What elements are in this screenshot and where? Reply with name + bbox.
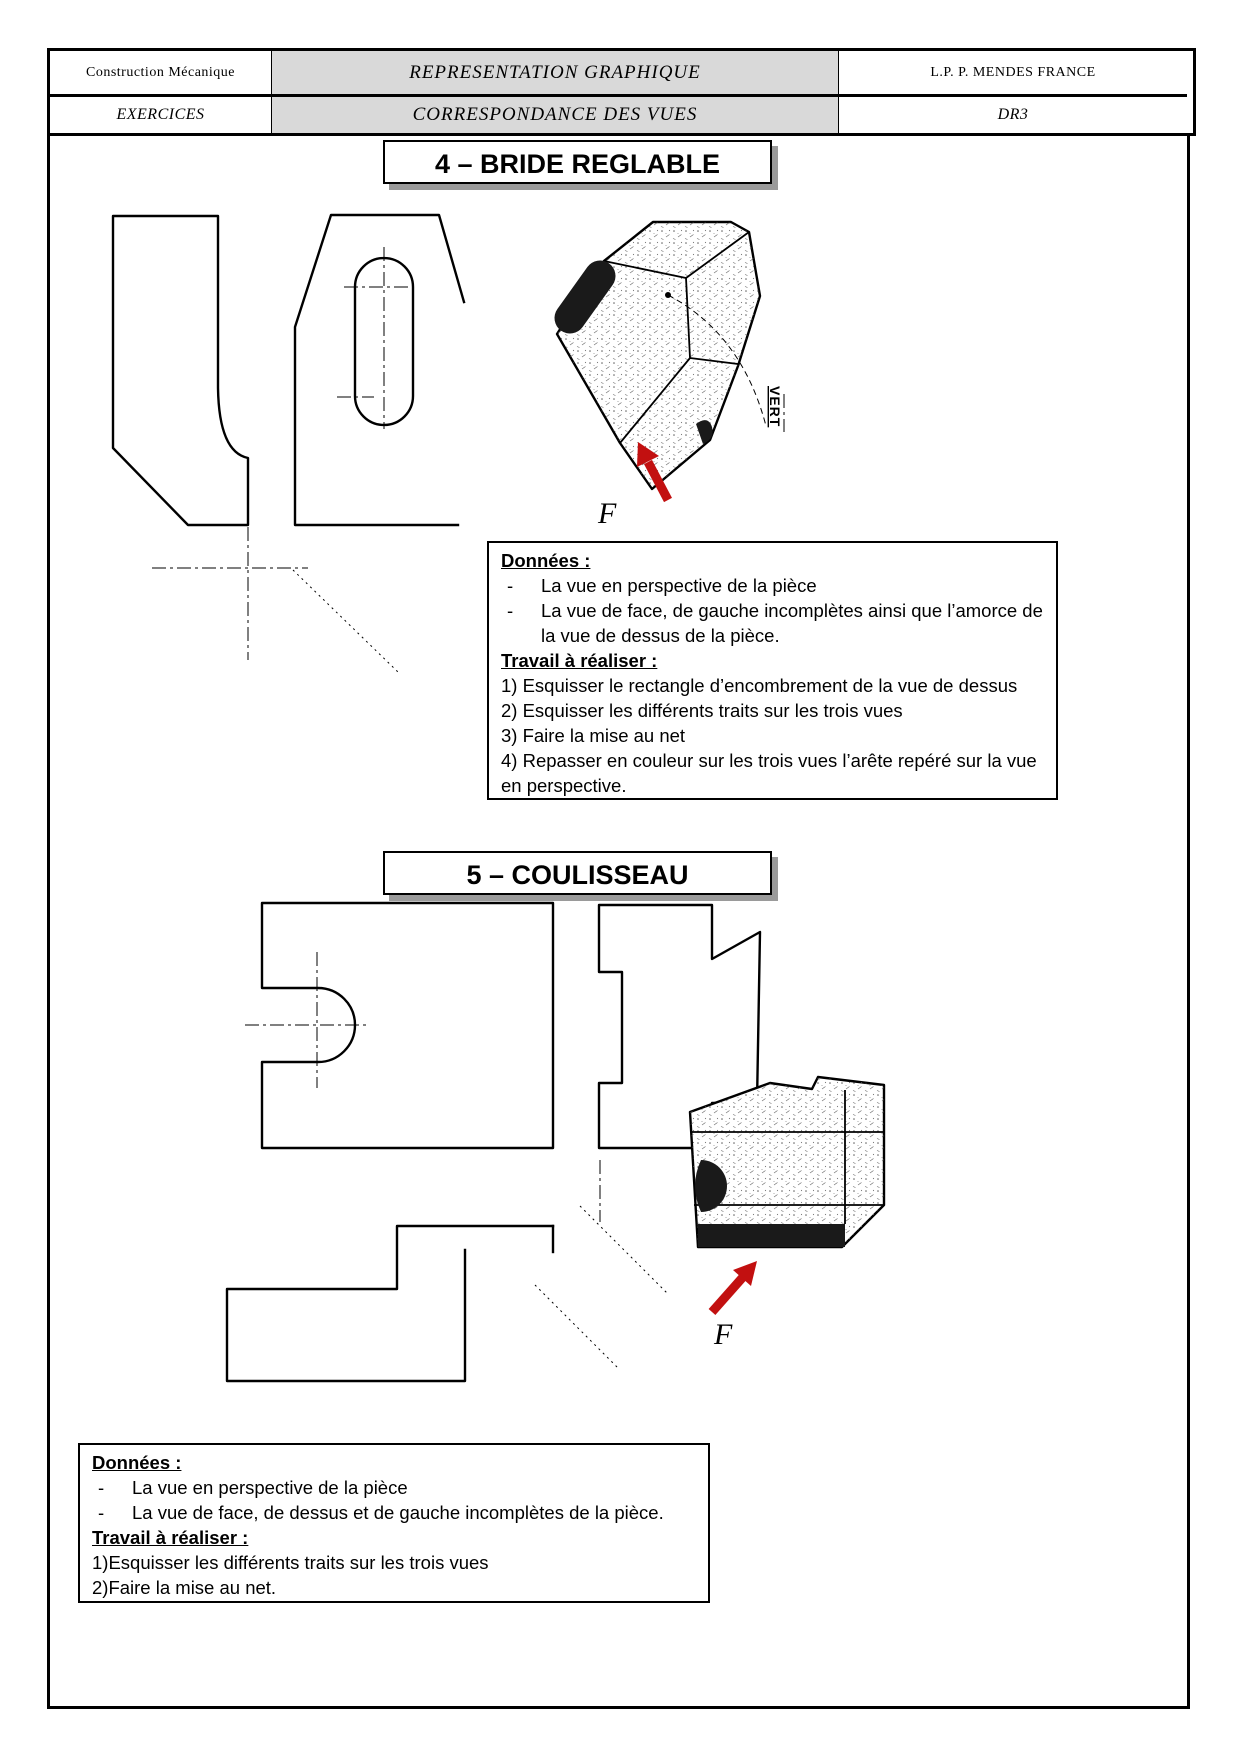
task-line: 4) Repasser en couleur sur les trois vues l’arête repéré sur la vue en perspective. xyxy=(501,750,1037,796)
header-course-title: REPRESENTATION GRAPHIQUE xyxy=(272,51,839,95)
exercise5-top-view xyxy=(227,1226,553,1381)
task-line: 2) Esquisser les différents traits sur les trois vues xyxy=(501,700,903,721)
donnees-bullet: - La vue de face, de dessus et de gauche incomplètes de la pièce. xyxy=(98,1502,664,1523)
header-doc-ref: DR3 xyxy=(839,95,1187,133)
exercise5-title: 5 – COULISSEAU xyxy=(383,851,772,895)
travail-heading: Travail à réaliser : xyxy=(92,1527,249,1548)
header-school: L.P. P. MENDES FRANCE xyxy=(839,51,1187,95)
exercise4-construction-lines xyxy=(152,527,398,672)
edge-color-label: VERT xyxy=(767,386,783,428)
exercise5-perspective-view xyxy=(690,1077,884,1351)
exercise5-construction-lines xyxy=(535,1160,668,1368)
donnees-bullet: - La vue de face, de gauche incomplètes ainsi que l’amorce de la vue de dessus de la pièce. xyxy=(507,600,1043,646)
task-line: 1)Esquisser les différents traits sur les trois vues xyxy=(92,1552,489,1573)
donnees-heading: Données : xyxy=(92,1452,182,1473)
view-direction-arrow-f5 xyxy=(712,1261,757,1312)
header-discipline: Construction Mécanique xyxy=(50,51,272,95)
header-doc-type: EXERCICES xyxy=(50,95,272,133)
header-table xyxy=(47,48,1196,136)
task-line: 3) Faire la mise au net xyxy=(501,725,686,746)
view-arrow-label-f5: F xyxy=(714,1318,733,1351)
task-line: 2)Faire la mise au net. xyxy=(92,1577,277,1598)
donnees-heading: Données : xyxy=(501,550,591,571)
exercise4-perspective-view xyxy=(557,222,784,530)
exercise5-front-view xyxy=(245,903,553,1148)
donnees-bullet: - La vue en perspective de la pièce xyxy=(98,1477,408,1498)
view-arrow-label-f4: F xyxy=(598,497,617,530)
perspective-dark-band xyxy=(698,1224,845,1247)
task-line: 1) Esquisser le rectangle d’encombrement de la vue de dessus xyxy=(501,675,1018,696)
donnees-bullet: - La vue en perspective de la pièce xyxy=(507,575,817,596)
exercise4-notes-box xyxy=(487,541,1058,800)
exercise4-front-view xyxy=(295,215,464,525)
exercise5-notes-box xyxy=(78,1443,710,1603)
travail-heading: Travail à réaliser : xyxy=(501,650,658,671)
exercise4-left-view xyxy=(113,216,248,525)
header-sheet-title: CORRESPONDANCE DES VUES xyxy=(272,95,839,133)
exercise4-title: 4 – BRIDE REGLABLE xyxy=(383,140,772,184)
